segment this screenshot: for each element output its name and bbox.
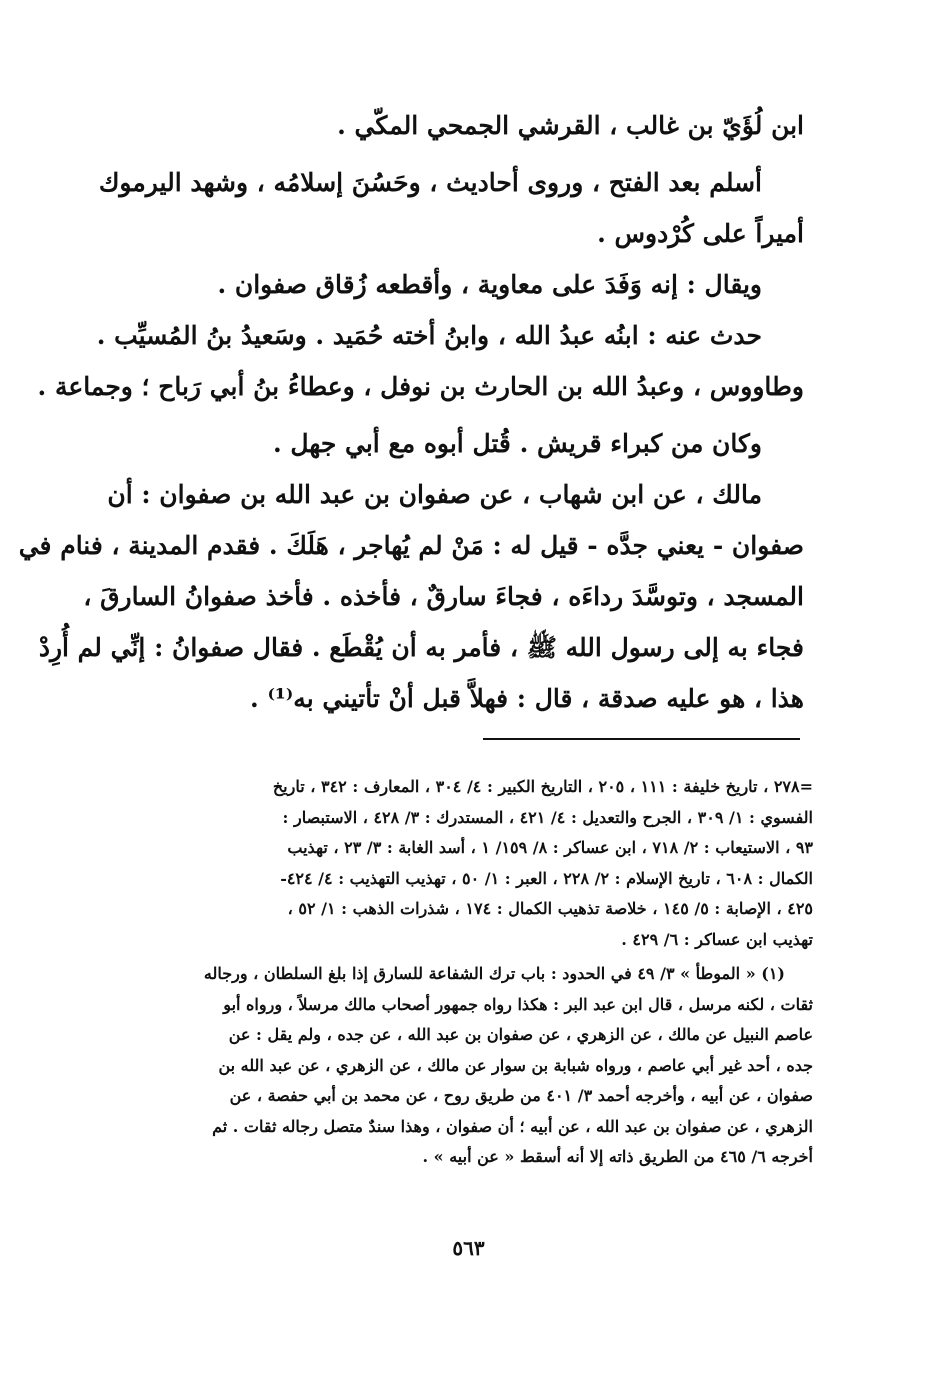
text-line: مالك ، عن ابن شهاب ، عن صفوان بن عبد الله بن صفوان : أن <box>107 480 762 509</box>
page-number: ٥٦٣ <box>452 1236 485 1260</box>
footnotes <box>118 772 813 1173</box>
footnote-line: عاصم النبيل عن مالك ، عن الزهري ، عن صفوان بن عبد الله ، عن جده ، ولم يقل : عن <box>228 1025 813 1044</box>
text-line: هذا ، هو عليه صدقة ، قال : فهلاَّ قبل أنْ تأتيني به⁽¹⁾ . <box>250 684 804 713</box>
footnote-line: جده ، أحد غير أبي عاصم ، ورواه شبابة بن سوار عن مالك ، عن الزهري ، عن عبد الله بن <box>218 1055 813 1075</box>
text-line: وطاووس ، وعبدُ الله بن الحارث بن نوفل ، وعطاءُ بنُ أبي رَباح ؛ وجماعة . <box>37 372 804 401</box>
text-line: وكان من كبراء قريش . قُتل أبوه مع أبي جهل . <box>272 429 762 458</box>
main-text <box>18 100 804 724</box>
footnote-line: ثقات ، لكنه مرسل ، قال ابن عبد البر : هكذا رواه جمهور أصحاب مالك مرسلاً ، ورواه أبو <box>223 994 813 1014</box>
footnote-line: الزهري ، عن صفوان بن عبد الله ، عن أبيه ؛ أن صفوان ، وهذا سندٌ متصل رجاله ثقات . ثم <box>212 1116 813 1136</box>
footnote-line: أخرجه ٦/ ٤٦٥ من الطريق ذاته إلا أنه أسقط « عن أبيه » . <box>422 1147 813 1166</box>
text-line: صفوان - يعني جدَّه - قيل له : مَنْ لم يُهاجر ، هَلَكَ . فقدم المدينة ، فنام في <box>18 531 804 560</box>
footnote-line: تهذيب ابن عساكر : ٦/ ٤٢٩ . <box>621 929 813 949</box>
text-line: فجاء به إلى رسول الله ﷺ ، فأمر به أن يُقْطَع . فقال صفوانُ : إنِّي لم أُرِدْ <box>38 633 804 662</box>
footnote-line: الكمال : ٦٠٨ ، تاريخ الإسلام : ٢/ ٢٢٨ ، العبر : ١/ ٥٠ ، تهذيب التهذيب : ٤/ ٤٢٤- <box>280 868 813 888</box>
text-line: المسجد ، وتوسَّدَ رداءَه ، فجاءَ سارقٌ ، فأخذه . فأخذ صفوانُ السارقَ ، <box>83 582 804 611</box>
text-line: ويقال : إنه وَفَدَ على معاوية ، وأقطعه زُقاق صفوان . <box>217 270 762 299</box>
footnote-line: ٩٣ ، الاستيعاب : ٢/ ٧١٨ ، ابن عساكر : ٨/ ١٥٩/ ١ ، أسد الغابة : ٣/ ٢٣ ، تهذيب <box>287 838 813 857</box>
footnote-line: صفوان ، عن أبيه ، وأخرجه أحمد ٣/ ٤٠١ من طريق روح ، عن محمد بن أبي حفصة ، عن <box>229 1086 813 1105</box>
text-line: ابن لُؤَيّ بن غالب ، القرشي الجمحي المكّي . <box>337 111 804 140</box>
text-line: أسلم بعد الفتح ، وروى أحاديث ، وحَسُنَ إسلامُه ، وشهد اليرموك <box>98 168 762 197</box>
footnote-line: ٤٢٥ ، الإصابة : ٥/ ١٤٥ ، خلاصة تذهيب الكمال : ١٧٤ ، شذرات الذهب : ١/ ٥٢ ، <box>287 899 813 918</box>
text-line: أميراً على كُرْدوس . <box>597 219 804 248</box>
text-line: حدث عنه : ابنُه عبدُ الله ، وابنُ أخته حُمَيد . وسَعيدُ بنُ المُسيِّب . <box>96 321 762 350</box>
footnote-line: =٢٧٨ ، تاريخ خليفة : ١١١ ، ٢٠٥ ، التاريخ الكبير : ٤/ ٣٠٤ ، المعارف : ٣٤٢ ، تاريخ <box>272 777 813 796</box>
footnote-line: الفسوي : ١/ ٣٠٩ ، الجرح والتعديل : ٤/ ٤٢١ ، المستدرك : ٣/ ٤٢٨ ، الاستبصار : <box>282 807 813 827</box>
footnote-divider <box>483 738 800 740</box>
footnote-line: (١) « الموطأ » ٣/ ٤٩ في الحدود : باب ترك الشفاعة للسارق إذا بلغ السلطان ، ورجاله <box>203 964 785 983</box>
